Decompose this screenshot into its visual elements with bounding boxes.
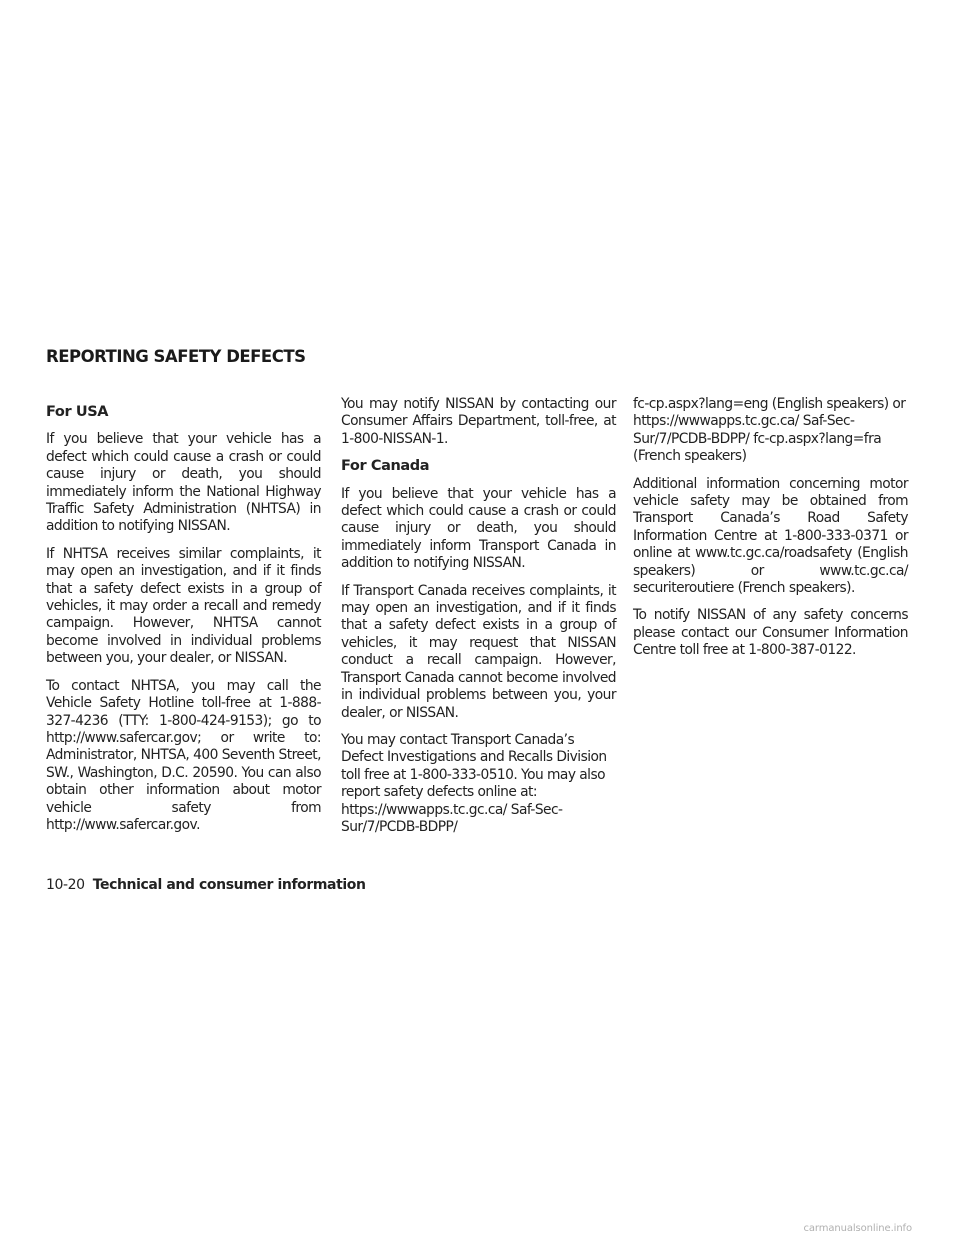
usa-paragraph-1: If you believe that your vehicle has a defect which could cause a crash or could cause injury or death, you should immediately inform the National Highway Traffic Safety Administration (NHTSA) in addition to notifying NISSAN. [46,431,321,535]
canada-paragraph-3: You may contact Transport Canada’s Defect Investigations and Recalls Division toll free at 1-800-333-0510. You may also report safety defects online at: https://wwwapps.tc.gc.ca/ Saf-Sec-Sur/7/PCDB-BDPP/ [341,731,607,835]
canada-paragraph-5: Additional information concerning motor vehicle safety may be obtained from Transport Canada’s Road Safety Information Centre at 1-800-333-0371 or online at www.tc.gc.ca/roadsafety (English speakers) or www.tc.gc.ca/ securiteroutiere (French speakers). [633,475,908,597]
page-footer [46,877,366,893]
section-title: REPORTING SAFETY DEFECTS [46,347,306,366]
canada-paragraph-2: If Transport Canada receives complaints, it may open an investigation, and if it finds that a safety defect exists in a group of vehicles, it may request that NISSAN conduct a recall campaign. However, Transport Canada cannot become involved in individual problems between you, your dealer, or NISSAN. [341,582,616,721]
heading-for-canada: For Canada [341,458,430,475]
canada-paragraph-4: fc-cp.aspx?lang=eng (English speakers) or https://wwwapps.tc.gc.ca/ Saf-Sec-Sur/7/PCDB-BDPP/ fc-cp.aspx?lang=fra (French speakers) [633,396,906,465]
nissan-notify-paragraph: You may notify NISSAN by contacting our Consumer Affairs Department, toll-free, at 1-800-NISSAN-1. [341,396,616,447]
usa-paragraph-2: If NHTSA receives similar complaints, it may open an investigation, and if it finds that a safety defect exists in a group of vehicles, it may order a recall and remedy campaign. However, NHTSA cannot become involved in individual problems between you, your dealer, or NISSAN. [46,545,321,667]
column-1 [46,400,321,844]
page-number: 10-20 [46,877,85,893]
heading-for-usa: For USA [46,404,109,420]
chapter-title: Technical and consumer information [92,877,366,893]
column-2 [341,396,616,846]
canada-paragraph-1: If you believe that your vehicle has a defect which could cause a crash or could cause injury or death, you should immediately inform Transport Canada in addition to notifying NISSAN. [341,485,616,572]
canada-paragraph-6: To notify NISSAN of any safety concerns please contact our Consumer Information Centre toll free at 1-800-387-0122. [633,607,908,659]
usa-paragraph-3: To contact NHTSA, you may call the Vehicle Safety Hotline toll-free at 1-888-327-4236 (TTY: 1-800-424-9153); go to http://www.safercar.gov; or write to: Administrator, NHTSA, 400 Seventh Street, SW., Washington, D.C. 20590. You can also obtain other information about motor vehicle safety from http://www.safercar.gov. [46,677,321,833]
column-3 [633,396,908,670]
watermark-text: carmanualsonline.info [803,1223,912,1234]
